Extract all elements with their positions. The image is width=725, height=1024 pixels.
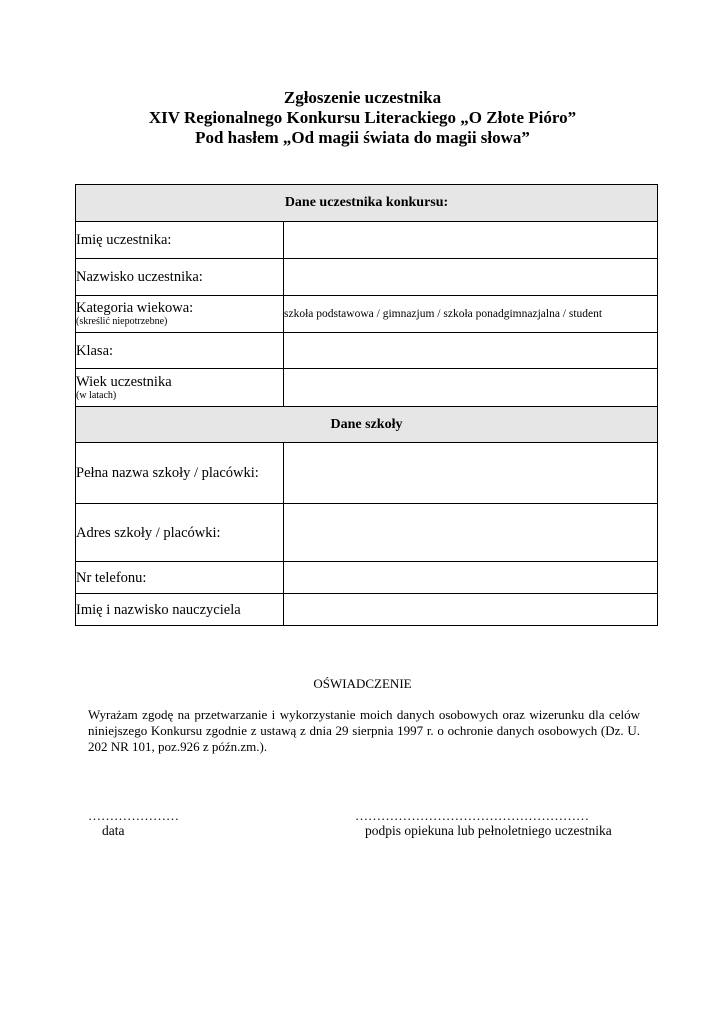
contest-motto: Pod hasłem „Od magii świata do magii słowa” — [195, 128, 530, 147]
declaration-title: OŚWIADCZENIE — [313, 676, 412, 691]
school-name-field[interactable] — [284, 443, 658, 504]
class-field[interactable] — [284, 333, 658, 369]
last-name-label: Nazwisko uczestnika: — [76, 259, 284, 296]
teacher-label: Imię i nazwisko nauczyciela — [76, 594, 284, 626]
first-name-label: Imię uczestnika: — [76, 222, 284, 259]
section-header-school: Dane szkoły — [76, 407, 658, 443]
first-name-field[interactable] — [284, 222, 658, 259]
age-note: (w latach) — [76, 389, 117, 401]
class-label: Klasa: — [76, 333, 284, 369]
phone-label: Nr telefonu: — [76, 562, 284, 594]
school-address-label: Adres szkoły / placówki: — [76, 504, 284, 562]
section-header-participant: Dane uczestnika konkursu: — [76, 185, 658, 222]
school-address-field[interactable] — [284, 504, 658, 562]
date-label: data — [102, 823, 125, 838]
phone-field[interactable] — [284, 562, 658, 594]
age-field[interactable] — [284, 369, 658, 407]
last-name-field[interactable] — [284, 259, 658, 296]
declaration-text: Wyrażam zgodę na przetwarzanie i wykorzystanie moich danych osobowych oraz wizerunku dla celów niniejszego Konkursu zgodnie z ustawą z dnia 29 sierpnia 1997 r. o ochronie danych osobowych (Dz. U. 202 NR 101, poz.926 z późn.zm.). — [88, 707, 640, 754]
age-category-label: Kategoria wiekowa: (skreślić niepotrzebne) — [76, 296, 284, 333]
form-title: Zgłoszenie uczestnika — [283, 88, 442, 107]
age-category-options[interactable]: szkoła podstawowa / gimnazjum / szkoła ponadgimnazjalna / student — [284, 296, 658, 333]
teacher-field[interactable] — [284, 594, 658, 626]
contest-name: XIV Regionalnego Konkursu Literackiego „O Złote Pióro” — [148, 108, 577, 127]
age-label: Wiek uczestnika (w latach) — [76, 369, 284, 407]
signature-label: podpis opiekuna lub pełnoletniego uczestnika — [365, 823, 612, 838]
guardian-signature-line[interactable]: ……………………………………………… — [355, 808, 589, 823]
application-form-table — [75, 184, 658, 626]
date-signature-line[interactable]: ………………… — [88, 808, 179, 823]
school-name-label: Pełna nazwa szkoły / placówki: — [76, 443, 284, 504]
age-category-note: (skreślić niepotrzebne) — [76, 316, 168, 327]
